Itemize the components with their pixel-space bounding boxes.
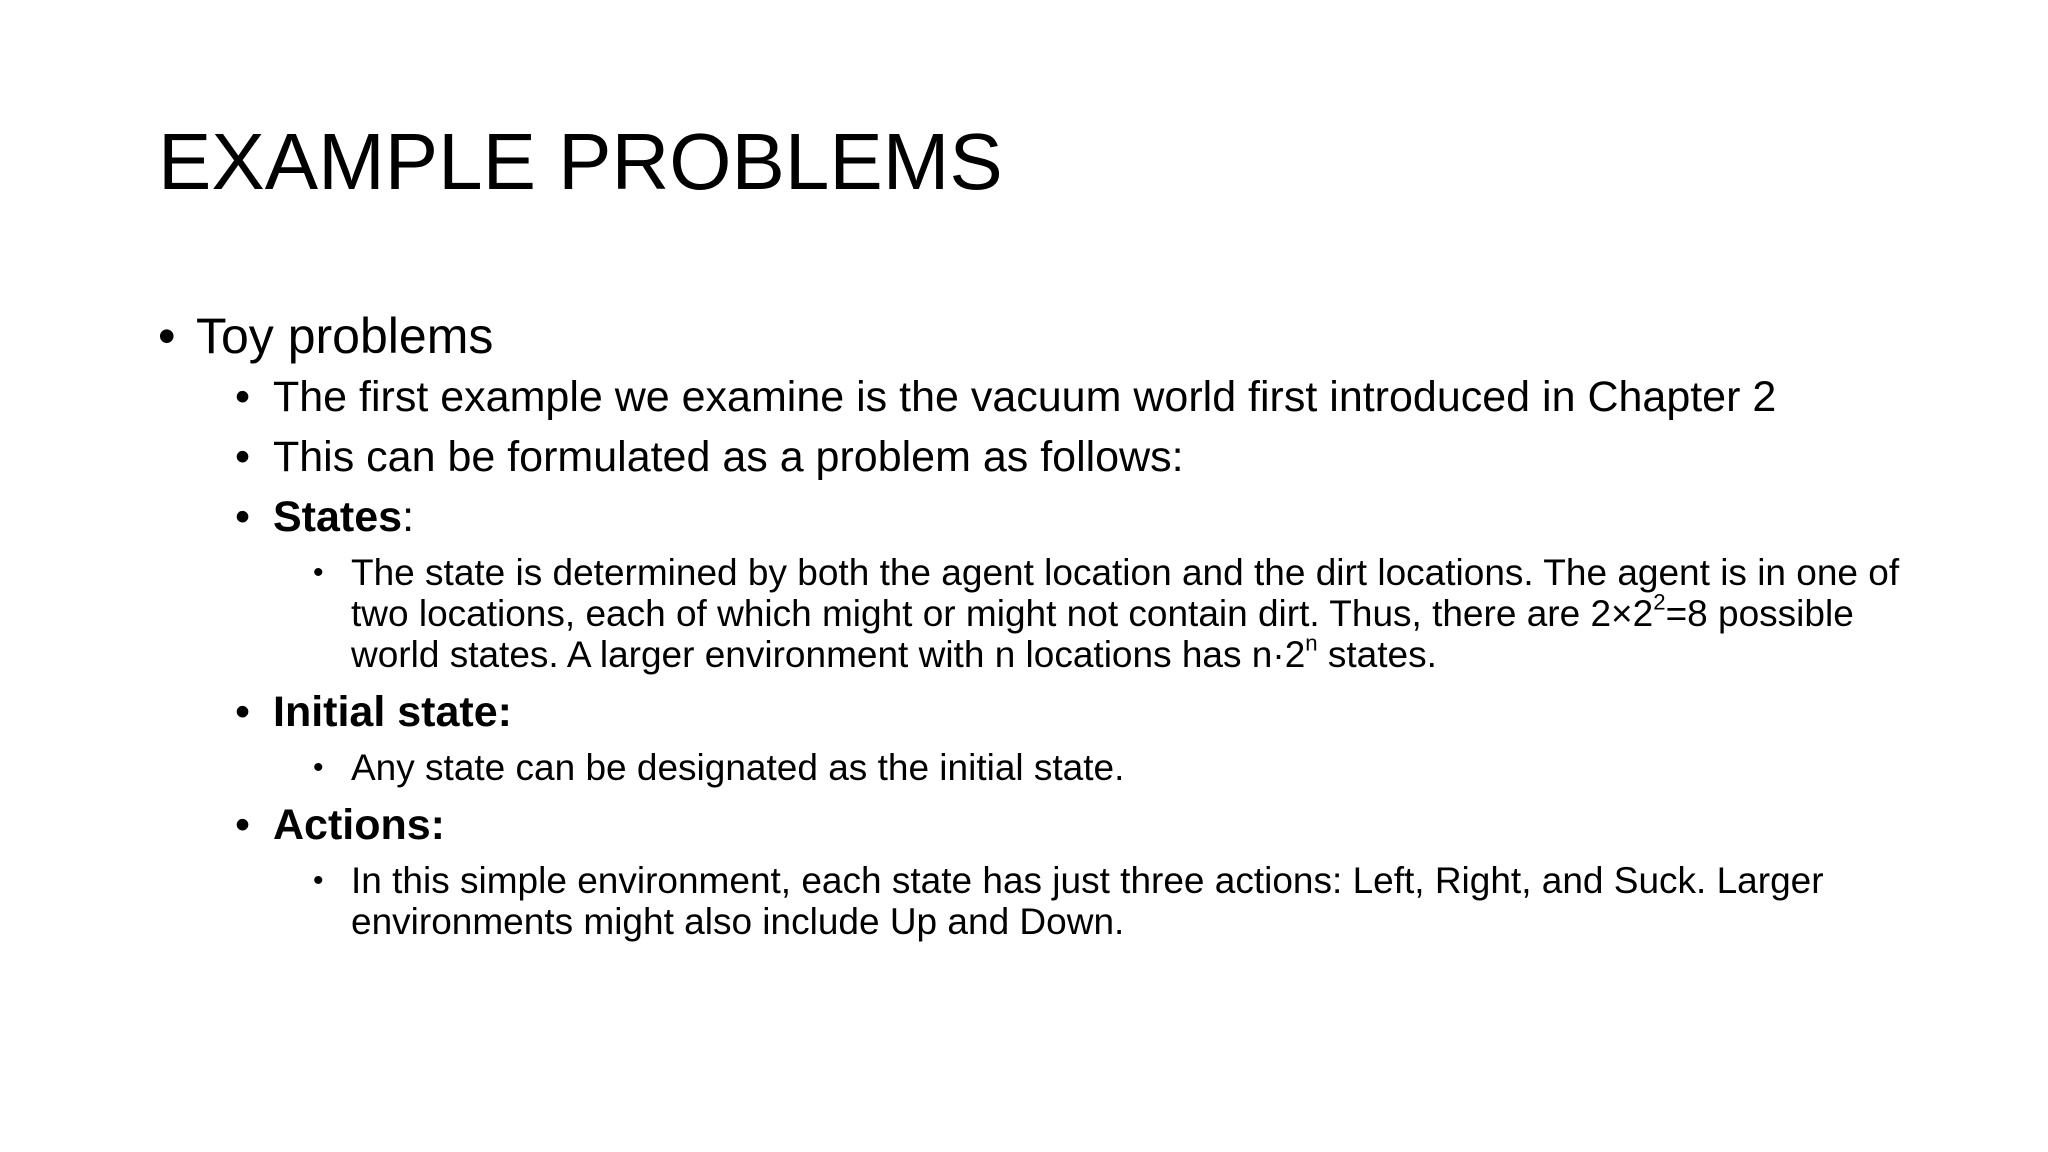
- initial-state-label: Initial state:: [273, 688, 512, 736]
- bullet-initial-state: [235, 687, 1918, 737]
- states-desc-part-c: states.: [1317, 634, 1437, 675]
- states-label: States: [273, 493, 403, 541]
- bullet-dot-icon: •: [235, 433, 251, 481]
- bullet-initial-state-desc: [313, 747, 1918, 788]
- states-desc-part-b: =8 possible world states. A larger environment with n locations has n·2: [351, 593, 1854, 675]
- initial-state-desc: Any state can be designated as the initial state.: [351, 747, 1125, 788]
- states-desc-part-a: The state is determined by both the agent location and the dirt locations. The agent is in one of two locations, each of which might or might not contain dirt. Thus, there are 2×2: [351, 552, 1900, 634]
- bullet-states: [235, 492, 1918, 542]
- slide-body: [158, 308, 1918, 954]
- bullet-states-desc: [313, 552, 1918, 675]
- actions-label: Actions:: [273, 801, 445, 849]
- bullet-dot-icon: •: [235, 493, 251, 541]
- bullet-dot-icon: •: [235, 801, 251, 849]
- actions-desc: In this simple environment, each state has just three actions: Left, Right, and Suck. Larger environments might also include Up and Down.: [351, 860, 1824, 942]
- bullet-actions: [235, 800, 1918, 850]
- states-label-suffix: :: [402, 493, 415, 541]
- states-desc-exponent-2: n: [1305, 630, 1318, 656]
- states-desc-exponent-1: 2: [1653, 589, 1666, 615]
- bullet-dot-icon: •: [313, 864, 324, 897]
- bullet-dot-icon: •: [313, 556, 324, 589]
- bullet-dot-icon: •: [313, 751, 324, 784]
- toy-problems-label: Toy problems: [196, 308, 494, 364]
- bullet-toy-problems: [158, 308, 1918, 364]
- intro-text: The first example we examine is the vacuum world first introduced in Chapter 2: [273, 373, 1777, 421]
- bullet-dot-icon: •: [158, 308, 176, 364]
- bullet-dot-icon: •: [235, 688, 251, 736]
- bullet-dot-icon: •: [235, 373, 251, 421]
- slide-title: EXAMPLE PROBLEMS: [158, 117, 1003, 206]
- bullet-actions-desc: [313, 860, 1918, 942]
- bullet-intro: [235, 372, 1918, 422]
- formulation-text: This can be formulated as a problem as follows:: [273, 433, 1184, 481]
- bullet-formulation: [235, 432, 1918, 482]
